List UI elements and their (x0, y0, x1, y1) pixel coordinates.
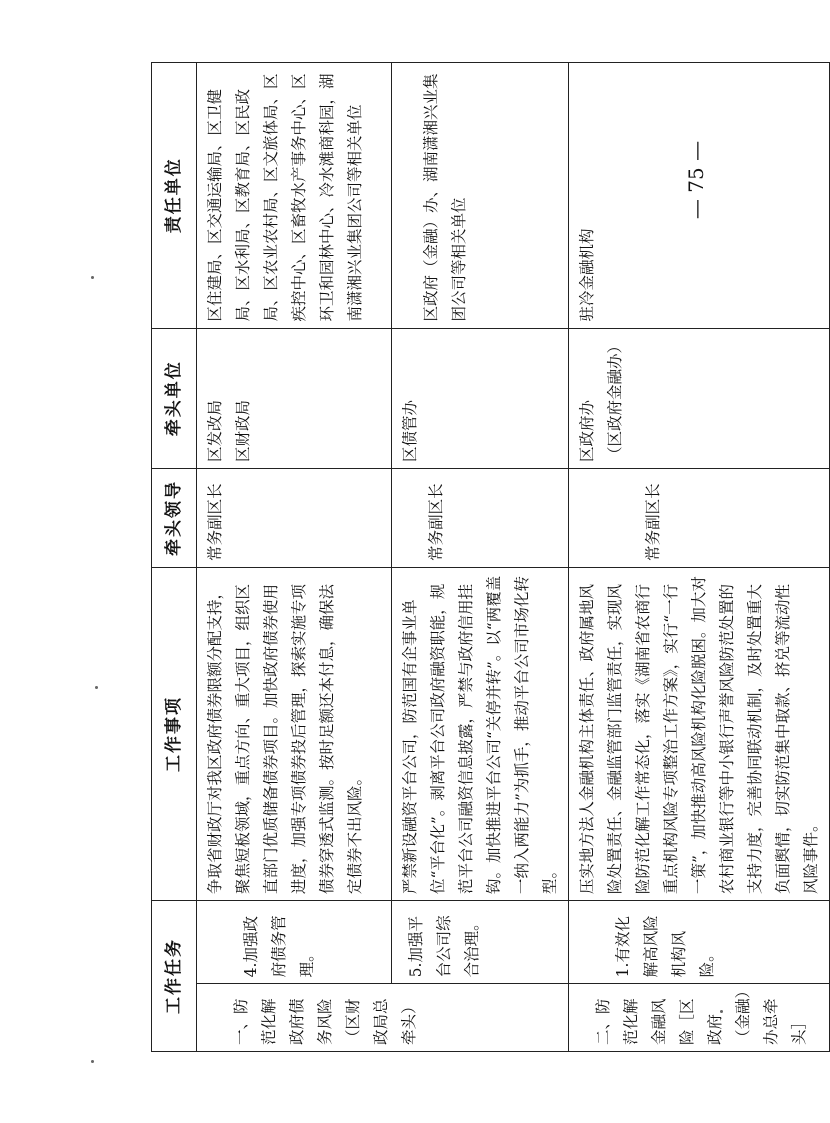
resp-cell: 驻冷金融机构 (569, 63, 830, 329)
page-number (676, 140, 716, 220)
subtask-cell: 5.加强平台公司综合治理。 (392, 901, 569, 984)
header-lead: 牵头领导 (152, 469, 197, 568)
table-header-row (152, 63, 197, 1052)
scan-speck (720, 1010, 723, 1013)
task-2-cell: 二、防范化解金融风险［区政府（金融）办总牵头］ (569, 984, 830, 1052)
header-resp: 责任单位 (152, 63, 197, 329)
scan-speck (91, 1060, 94, 1063)
lead-cell: 常务副区长 (392, 469, 569, 568)
dept-cell: 区发改局 区财政局 (197, 328, 392, 469)
work-item-cell: 压实地方法人金融机构主体责任、政府属地风险处置责任、金融监管部门监管责任，实现风险防范化解工作常态化，落实《湖南省农商行重点机构风险专项整治工作方案》，实行“一行一策”，加快推动高风险机构化险脱困。加大对农村商业银行等中小银行声誉风险防范处置的支持力度，完善协同联动机制，及时处置重大负面舆情，切实防范集中取款、挤兑等流动性风险事件。 (569, 567, 830, 900)
header-item: 工作事项 (152, 567, 197, 900)
subtask-cell: 4.加强政府债务管理。 (197, 901, 392, 984)
subtask-cell: 1.有效化解高风险机构风险。 (569, 901, 830, 984)
lead-cell: 常务副区长 (569, 469, 830, 568)
lead-cell: 常务副区长 (197, 469, 392, 568)
scan-speck (91, 276, 94, 279)
resp-cell: 区政府（金融）办、湖南潇湘兴业集团公司等相关单位 (392, 63, 569, 329)
dept-cell: 区政府办 （区政府金融办） (569, 328, 830, 469)
page-number-text: — 75 — (684, 140, 709, 220)
header-task: 工作任务 (152, 901, 197, 1052)
work-task-table (151, 62, 830, 1052)
work-item-cell: 争取省财政厅对我区政府债券限额分配支持，聚焦短板领域，重点方向、重大项目，组织区直部门优质储备债券项目。加快政府债券使用进度，加强专项债券投后管理，探索实施专项债券穿透式监测。按时足额还本付息，确保法定债券不出风险。 (197, 567, 392, 900)
resp-cell: 区住建局、区交通运输局、区卫健局、区水利局、区教育局、区民政局、区农业农村局、区文旅体局、区疾控中心、区畜牧水产事务中心、区环卫和园林中心、冷水滩商科园，湖南潇湘兴业集团公司等相关单位 (197, 63, 392, 329)
work-item-cell: 严禁新设融资平台公司，防范国有企事业单位“平台化”。剥离平台公司政府融资职能，规范平台公司融资信息披露，严禁与政府信用挂钩。加快推进平台公司“关停并转”。以“两覆盖一纳入两能力”为抓手，推动平台公司市场化转型。 (392, 567, 569, 900)
scan-speck (95, 686, 98, 689)
header-dept: 牵头单位 (152, 328, 197, 469)
task-1-cell: 一、防范化解政府债务风险（区财政局总牵头） (197, 984, 569, 1052)
table-row (392, 63, 569, 1052)
table-row (197, 63, 392, 1052)
dept-cell: 区债管办 (392, 328, 569, 469)
